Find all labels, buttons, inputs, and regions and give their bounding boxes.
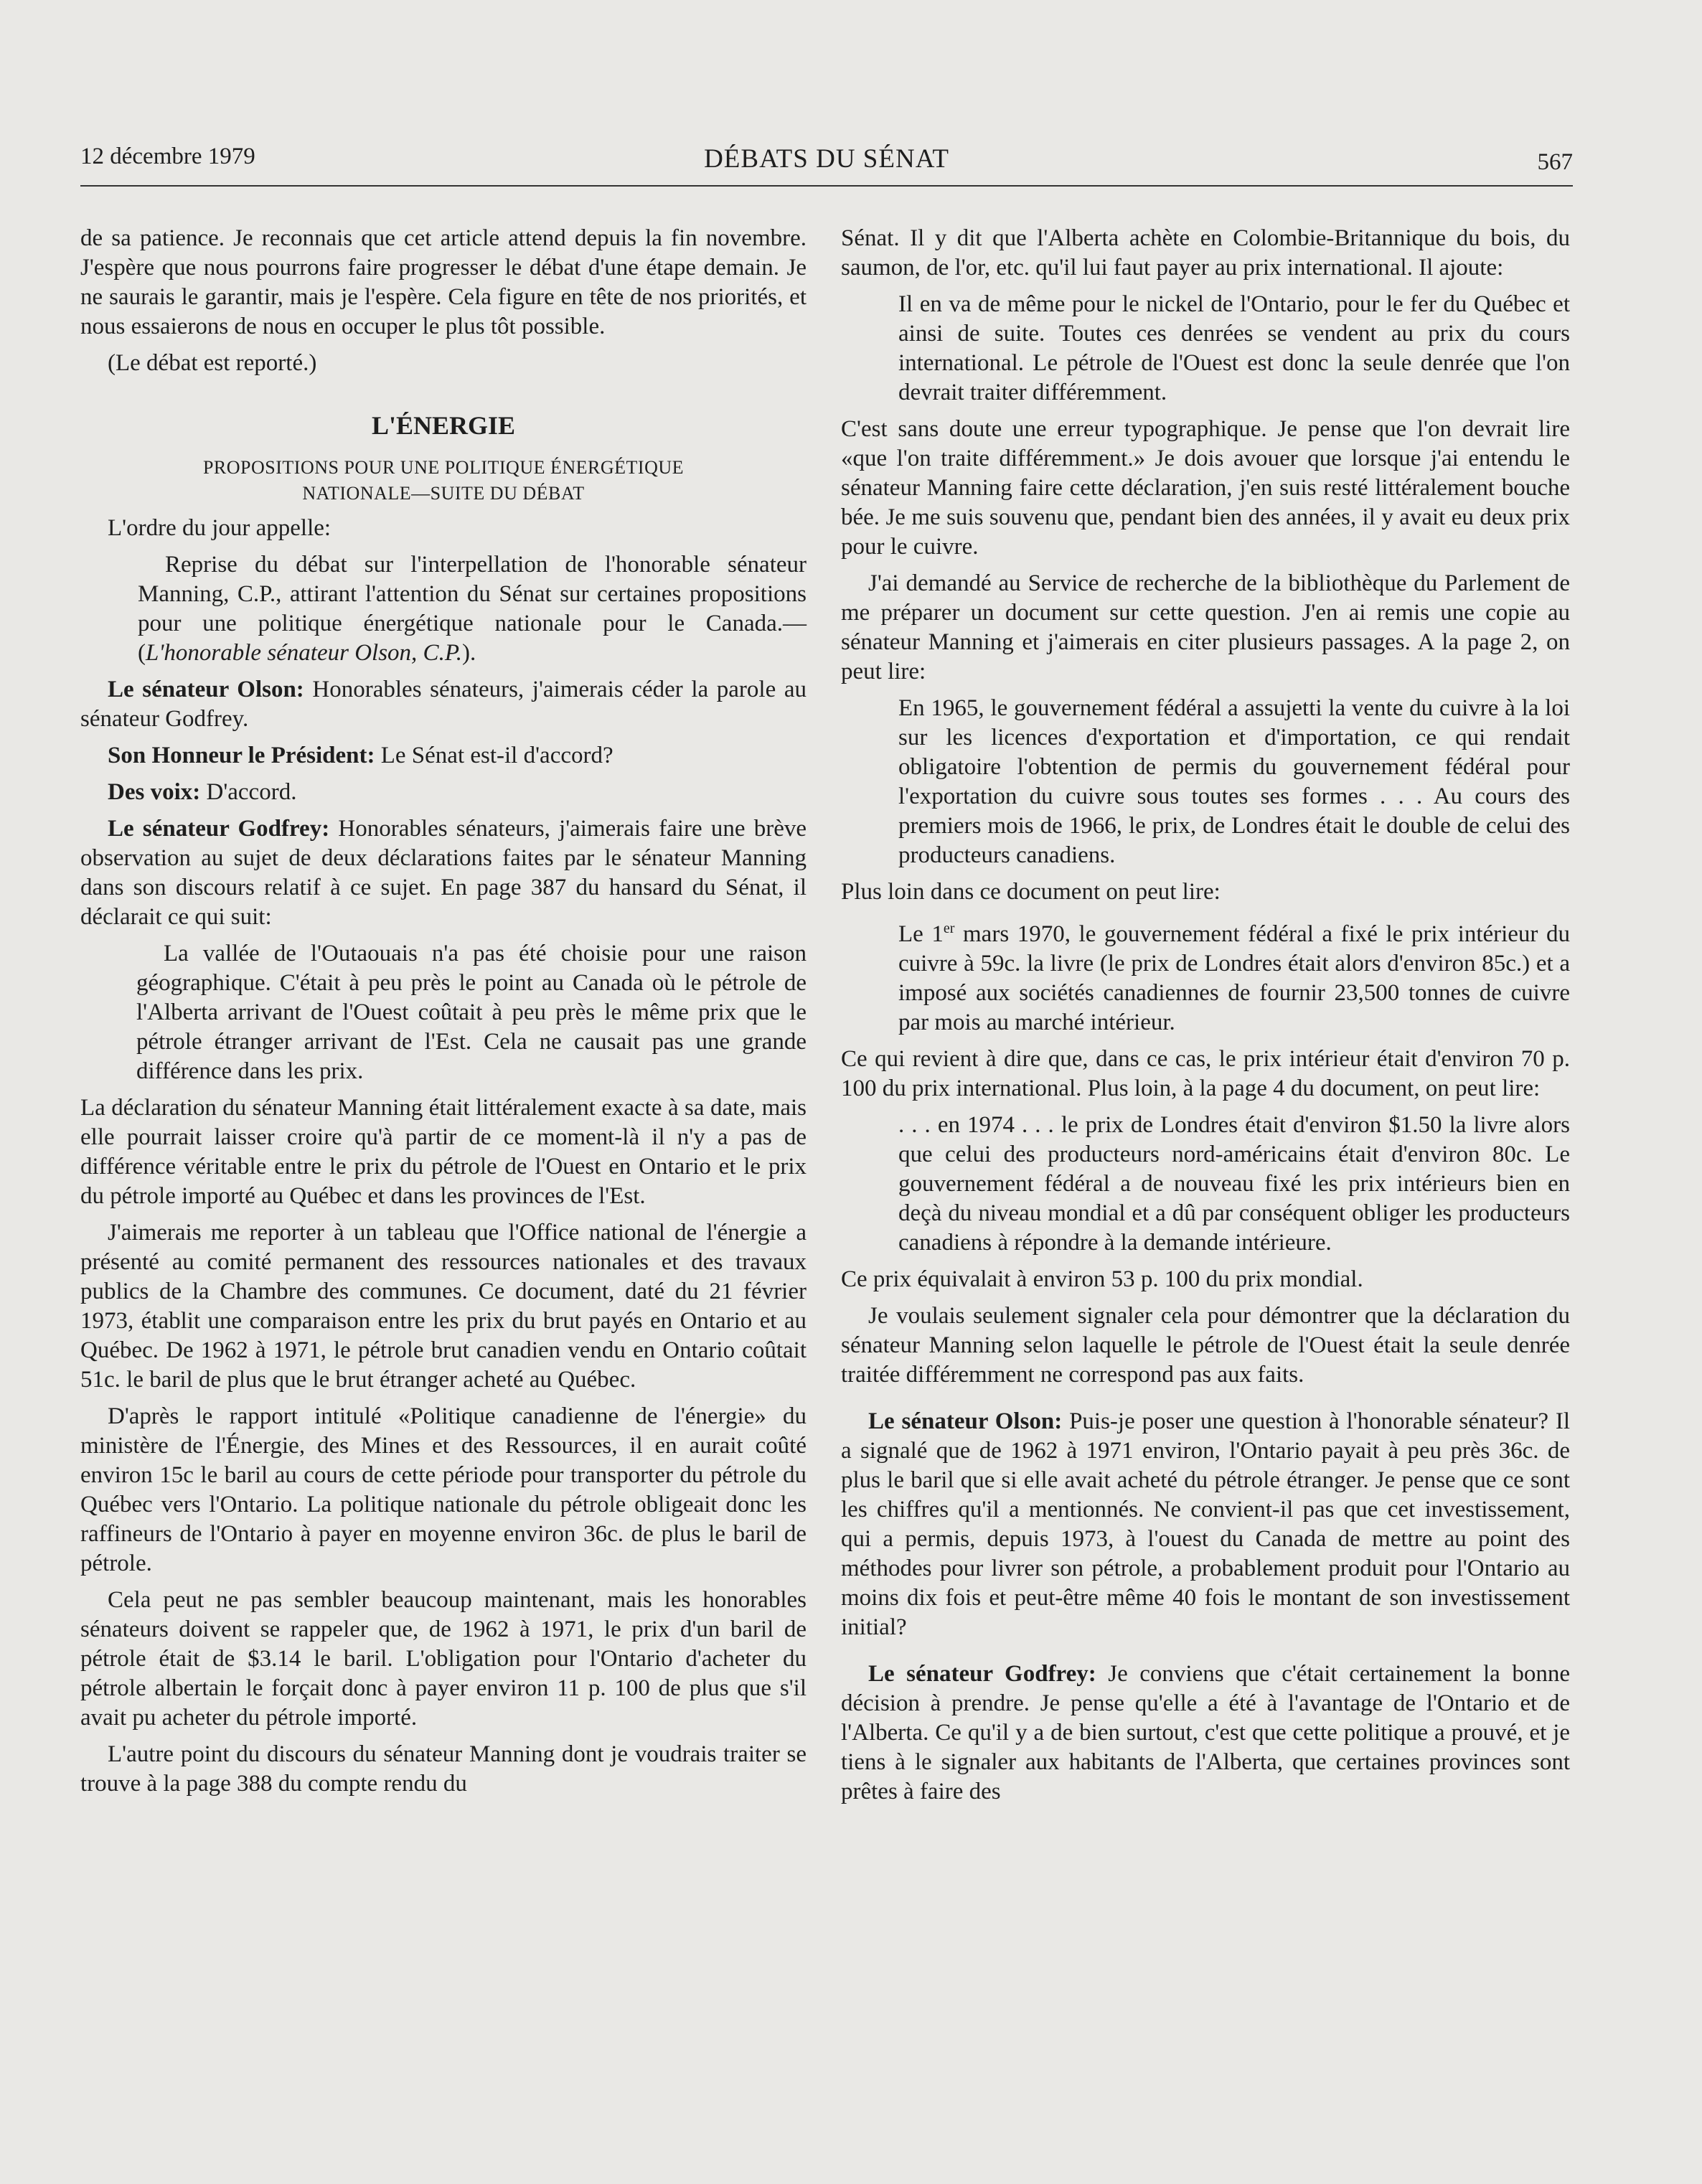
paragraph: Plus loin dans ce document on peut lire: <box>841 879 1221 905</box>
section-subtitle-line: NATIONALE—SUITE DU DÉBAT <box>302 483 585 504</box>
speech <box>841 1660 1570 1807</box>
speech-text: Le Sénat est-il d'accord? <box>375 743 613 768</box>
speech-text: Puis-je poser une question à l'honorable sénateur? Il a signalé que de 1962 à 1971 environ, l'Ontario payait à peu près 36c. de plus le baril que si elle avait acheté du pétrole étranger. Je pense que ce sont les chiffres qu'il a mentionnés. Ne convient-il pas que cet investissement, qui a permis, depuis 1973, à l'ouest du Canada de mettre au point des méthodes pour livrer son pétrole, a probablement produit pour l'Ontario au moins dix fois et peut-être même 40 fois le montant de son investissement initial? <box>841 1408 1570 1640</box>
paragraph: C'est sans doute une erreur typographique. Je pense que l'on devrait lire «que l'on traite différemment.» Je dois avouer que lorsque j'ai entendu le sénateur Manning faire cette déclaration, j'en suis resté littéralement bouche bée. Je me suis souvenu que, pendant bien des années, il y avait eu deux prix pour le cuivre. <box>841 416 1570 560</box>
quote-text: Le 1 <box>898 921 944 947</box>
paragraph: L'ordre du jour appelle: <box>108 515 332 541</box>
superscript: er <box>943 921 955 936</box>
paragraph: J'ai demandé au Service de recherche de la bibliothèque du Parlement de me préparer un document sur cette question. J'en ai remis une copie au sénateur Manning et j'aimerais en citer plusieurs passages. A la page 2, on peut lire: <box>841 570 1570 684</box>
speaker-name: Le sénateur Olson: <box>868 1408 1063 1434</box>
quote-text: ). <box>461 640 476 666</box>
speech <box>80 814 807 932</box>
spacer <box>841 1649 1570 1660</box>
speaker-name: Le sénateur Godfrey: <box>868 1661 1096 1687</box>
paragraph: de sa patience. Je reconnais que cet article attend depuis la fin novembre. J'espère que nous pourrons faire progresser le débat d'une étape demain. Je ne saurais le garantir, mais je l'espère. Cela figure en tête de nos priorités, et nous essaierons de nous en occuper le plus tôt possible. <box>80 225 807 339</box>
header-date: 12 décembre 1979 <box>80 143 255 169</box>
block-quote <box>80 550 807 668</box>
speech <box>80 741 807 771</box>
speech <box>80 675 807 734</box>
block-quote <box>841 914 1570 1037</box>
right-column <box>841 224 1570 1814</box>
spacer <box>841 1397 1570 1407</box>
speaker-name: Son Honneur le Président: <box>108 743 375 768</box>
quote-italic: L'honorable sénateur Olson, C.P. <box>146 640 462 666</box>
quote-text: mars 1970, le gouvernement fédéral a fixé le prix intérieur du cuivre à 59c. la livre (le prix de Londres était alors d'environ 85c.) et a imposé aux sociétés canadiennes de fournir 23,500 tonnes de cuivre par mois au marché intérieur. <box>898 921 1570 1035</box>
section-subtitle <box>80 455 807 507</box>
paragraph: Cela peut ne pas sembler beaucoup maintenant, mais les honorables sénateurs doivent se rappeler que, de 1962 à 1971, le prix d'un baril de pétrole était de $3.14 le baril. L'obligation pour l'Ontario d'acheter du pétrole albertain le forçait donc à payer environ 11 p. 100 de plus que s'il avait pu acheter du pétrole importé. <box>80 1587 807 1731</box>
paragraph: Ce prix équivalait à environ 53 p. 100 du prix mondial. <box>841 1266 1363 1292</box>
speaker-name: Des voix: <box>108 779 201 805</box>
left-column <box>80 224 807 1806</box>
speech-text: Honorables sénateurs, j'aimerais faire une brève observation au sujet de deux déclarations faites par le sénateur Manning dans son discours relatif à ce sujet. En page 387 du hansard du Sénat, il déclarait ce qui suit: <box>80 816 807 930</box>
section-title: L'ÉNERGIE <box>371 411 516 440</box>
speech <box>841 1407 1570 1642</box>
section-subtitle-line: PROPOSITIONS POUR UNE POLITIQUE ÉNERGÉTIQUE <box>202 457 685 478</box>
speech-text: D'accord. <box>200 779 297 805</box>
paragraph: La déclaration du sénateur Manning était littéralement exacte à sa date, mais elle pourrait laisser croire qu'à partir de ce moment-là il n'y a pas de différence véritable entre le prix du pétrole de l'Ouest en Ontario et le prix du pétrole importé au Québec et dans les provinces de l'Est. <box>80 1095 807 1209</box>
block-quote: . . . en 1974 . . . le prix de Londres était d'environ $1.50 la livre alors que celui des producteurs nord-américains était d'environ 80c. Le gouvernement fédéral a de nouveau fixé les prix intérieurs bien en deçà du niveau mondial et a dû par conséquent obliger les producteurs canadiens à répondre à la demande intérieure. <box>898 1112 1570 1256</box>
speech <box>80 778 807 807</box>
paragraph: L'autre point du discours du sénateur Manning dont je voudrais traiter se trouve à la page 388 du compte rendu du <box>80 1741 807 1797</box>
paragraph: Sénat. Il y dit que l'Alberta achète en Colombie-Britannique du bois, du saumon, de l'or, etc. qu'il lui faut payer au prix international. Il ajoute: <box>841 225 1570 281</box>
header-title: DÉBATS DU SÉNAT <box>704 144 949 174</box>
block-quote: La vallée de l'Outaouais n'a pas été choisie pour une raison géographique. C'était à peu près le point au Canada où le pétrole de l'Alberta arrivant de l'Ouest coûtait à peu près le même prix que le pétrole étranger arrivant de l'Est. Cela ne causait pas une grande différence dans les prix. <box>136 941 807 1084</box>
page-header <box>80 143 1573 187</box>
page-number: 567 <box>1537 149 1573 175</box>
paragraph: D'après le rapport intitulé «Politique canadienne de l'énergie» du ministère de l'Énergie, des Mines et des Ressources, il en aurait coûté environ 15c le baril au cours de cette période pour transporter du pétrole du Québec vers l'Ontario. La politique nationale du pétrole obligeait donc les raffineurs de l'Ontario à payer en moyenne environ 36c. de plus le baril de pétrole. <box>80 1403 807 1576</box>
block-quote: Il en va de même pour le nickel de l'Ontario, pour le fer du Québec et ainsi de suite. Toutes ces denrées se vendent au prix du cours international. Le pétrole de l'Ouest est donc la seule denrée que l'on devrait traiter différemment. <box>898 291 1570 405</box>
quote-text: Reprise du débat sur l'interpellation de l'honorable sénateur Manning, C.P., attirant l'attention du Sénat sur certaines propositions pour une politique énergétique nationale pour le Canada.—( <box>138 552 807 666</box>
speech-text: Je conviens que c'était certainement la bonne décision à prendre. Je pense qu'elle a été à l'avantage de l'Ontario et de l'Alberta. Ce qu'il y a de bien surtout, c'est que cette politique a prouvé, et je tiens à le signaler aux habitants de l'Alberta, que certaines provinces sont prêtes à faire des <box>841 1661 1570 1804</box>
block-quote: En 1965, le gouvernement fédéral a assujetti la vente du cuivre à la loi sur les licences d'exportation et d'importation, ce qui rendait obligatoire l'obtention de permis du gouvernement fédéral pour l'exportation du cuivre sous toutes ses formes . . . Au cours des premiers mois de 1966, le prix, de Londres était le double de celui des producteurs canadiens. <box>898 695 1570 868</box>
paragraph: Je voulais seulement signaler cela pour démontrer que la déclaration du sénateur Manning selon laquelle le pétrole de l'Ouest était la seule denrée traitée différemment ne correspond pas aux faits. <box>841 1303 1570 1388</box>
paragraph: Ce qui revient à dire que, dans ce cas, le prix intérieur était d'environ 70 p. 100 du prix international. Plus loin, à la page 4 du document, on peut lire: <box>841 1046 1570 1101</box>
speech-text: Honorables sénateurs, j'aimerais céder la parole au sénateur Godfrey. <box>80 677 807 732</box>
speaker-name: Le sénateur Olson: <box>108 677 304 702</box>
paragraph: (Le débat est reporté.) <box>108 350 317 376</box>
speaker-name: Le sénateur Godfrey: <box>108 816 330 842</box>
paragraph: J'aimerais me reporter à un tableau que l'Office national de l'énergie a présenté au comité permanent des ressources nationales et des travaux publics de la Chambre des communes. Ce document, daté du 21 février 1973, établit une comparaison entre les prix du brut payés en Ontario et au Québec. De 1962 à 1971, le pétrole brut canadien vendu en Ontario coûtait 51c. le baril de plus que le brut étranger acheté au Québec. <box>80 1220 807 1393</box>
